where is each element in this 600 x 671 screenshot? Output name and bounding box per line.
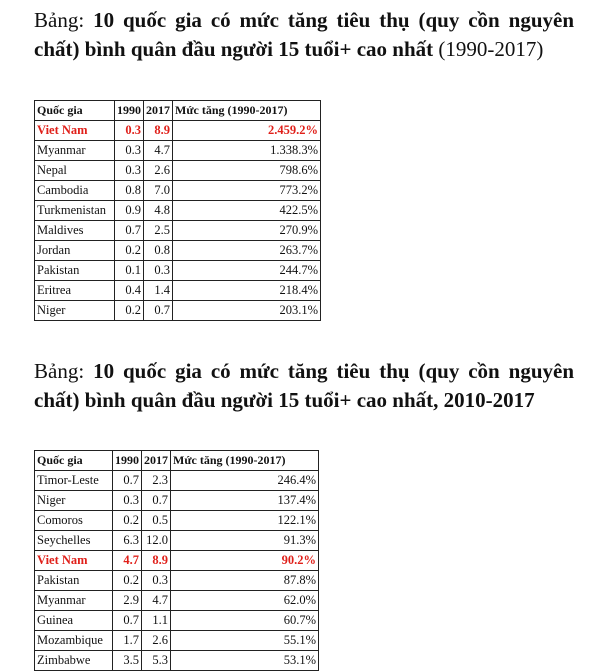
header-2017: 2017 <box>142 451 171 471</box>
table1-caption-lead: Bảng: <box>34 8 94 32</box>
table2-caption-lead: Bảng: <box>34 359 94 383</box>
table-row <box>35 631 319 651</box>
cell-country: Cambodia <box>35 181 115 201</box>
cell-2017: 0.5 <box>142 511 171 531</box>
cell-1990: 3.5 <box>113 651 142 671</box>
cell-1990: 0.2 <box>113 511 142 531</box>
cell-1990: 0.3 <box>115 141 144 161</box>
cell-1990: 0.2 <box>115 241 144 261</box>
cell-1990: 0.7 <box>113 611 142 631</box>
table-row <box>35 571 319 591</box>
cell-1990: 0.8 <box>115 181 144 201</box>
cell-country: Maldives <box>35 221 115 241</box>
table-row <box>35 471 319 491</box>
table2-header-row <box>35 451 319 471</box>
table-row <box>35 551 319 571</box>
cell-1990: 0.3 <box>115 121 144 141</box>
cell-country: Viet Nam <box>35 551 113 571</box>
cell-increase: 2.459.2% <box>173 121 321 141</box>
table1-caption <box>34 6 574 64</box>
cell-2017: 5.3 <box>142 651 171 671</box>
cell-2017: 1.1 <box>142 611 171 631</box>
cell-2017: 4.7 <box>144 141 173 161</box>
cell-increase: 422.5% <box>173 201 321 221</box>
table1 <box>34 100 321 321</box>
cell-1990: 0.3 <box>113 491 142 511</box>
cell-increase: 87.8% <box>171 571 319 591</box>
cell-increase: 91.3% <box>171 531 319 551</box>
cell-2017: 8.9 <box>144 121 173 141</box>
cell-increase: 137.4% <box>171 491 319 511</box>
table2-caption <box>34 357 574 415</box>
cell-2017: 0.3 <box>144 261 173 281</box>
table-row <box>35 261 321 281</box>
cell-2017: 8.9 <box>142 551 171 571</box>
cell-2017: 0.7 <box>144 301 173 321</box>
table-row <box>35 221 321 241</box>
cell-1990: 0.1 <box>115 261 144 281</box>
cell-2017: 2.3 <box>142 471 171 491</box>
cell-2017: 4.8 <box>144 201 173 221</box>
table-row <box>35 511 319 531</box>
cell-country: Niger <box>35 301 115 321</box>
cell-2017: 0.8 <box>144 241 173 261</box>
cell-increase: 60.7% <box>171 611 319 631</box>
cell-2017: 0.7 <box>142 491 171 511</box>
cell-2017: 1.4 <box>144 281 173 301</box>
cell-increase: 270.9% <box>173 221 321 241</box>
cell-1990: 4.7 <box>113 551 142 571</box>
cell-1990: 0.3 <box>115 161 144 181</box>
cell-country: Pakistan <box>35 571 113 591</box>
cell-2017: 12.0 <box>142 531 171 551</box>
cell-1990: 0.2 <box>113 571 142 591</box>
cell-1990: 1.7 <box>113 631 142 651</box>
table-row <box>35 301 321 321</box>
table-row <box>35 281 321 301</box>
cell-increase: 1.338.3% <box>173 141 321 161</box>
header-2017: 2017 <box>144 101 173 121</box>
table-row <box>35 491 319 511</box>
cell-country: Nepal <box>35 161 115 181</box>
cell-increase: 55.1% <box>171 631 319 651</box>
cell-2017: 2.6 <box>144 161 173 181</box>
cell-2017: 4.7 <box>142 591 171 611</box>
cell-country: Jordan <box>35 241 115 261</box>
table-row <box>35 591 319 611</box>
table-row <box>35 241 321 261</box>
cell-country: Myanmar <box>35 141 115 161</box>
table2-caption-title: 10 quốc gia có mức tăng tiêu thụ (quy cồn nguyên chất) bình quân đầu người 15 tuổi+ cao nhất, 2010-2017 <box>34 359 574 412</box>
cell-1990: 0.9 <box>115 201 144 221</box>
cell-1990: 2.9 <box>113 591 142 611</box>
table-row <box>35 181 321 201</box>
header-1990: 1990 <box>113 451 142 471</box>
cell-country: Zimbabwe <box>35 651 113 671</box>
cell-country: Myanmar <box>35 591 113 611</box>
header-increase: Mức tăng (1990-2017) <box>173 101 321 121</box>
table-row <box>35 161 321 181</box>
header-increase: Mức tăng (1990-2017) <box>171 451 319 471</box>
cell-country: Timor-Leste <box>35 471 113 491</box>
table-row <box>35 201 321 221</box>
cell-increase: 246.4% <box>171 471 319 491</box>
cell-2017: 2.6 <box>142 631 171 651</box>
cell-country: Mozambique <box>35 631 113 651</box>
table-row <box>35 651 319 671</box>
cell-1990: 0.4 <box>115 281 144 301</box>
cell-1990: 0.7 <box>115 221 144 241</box>
table-row <box>35 611 319 631</box>
cell-country: Comoros <box>35 511 113 531</box>
table1-caption-title: 10 quốc gia có mức tăng tiêu thụ (quy cồn nguyên chất) bình quân đầu người 15 tuổi+ cao nhất <box>34 8 574 61</box>
cell-1990: 6.3 <box>113 531 142 551</box>
cell-country: Niger <box>35 491 113 511</box>
table-row <box>35 121 321 141</box>
cell-1990: 0.7 <box>113 471 142 491</box>
cell-2017: 2.5 <box>144 221 173 241</box>
cell-country: Guinea <box>35 611 113 631</box>
table1-header-row <box>35 101 321 121</box>
header-country: Quốc gia <box>35 101 115 121</box>
cell-increase: 798.6% <box>173 161 321 181</box>
cell-increase: 203.1% <box>173 301 321 321</box>
table-row <box>35 141 321 161</box>
cell-country: Pakistan <box>35 261 115 281</box>
cell-increase: 218.4% <box>173 281 321 301</box>
cell-country: Turkmenistan <box>35 201 115 221</box>
header-country: Quốc gia <box>35 451 113 471</box>
cell-2017: 0.3 <box>142 571 171 591</box>
cell-increase: 53.1% <box>171 651 319 671</box>
cell-increase: 90.2% <box>171 551 319 571</box>
cell-country: Seychelles <box>35 531 113 551</box>
table1-caption-years: (1990-2017) <box>433 37 544 61</box>
cell-increase: 122.1% <box>171 511 319 531</box>
cell-1990: 0.2 <box>115 301 144 321</box>
cell-increase: 62.0% <box>171 591 319 611</box>
cell-increase: 773.2% <box>173 181 321 201</box>
cell-2017: 7.0 <box>144 181 173 201</box>
cell-increase: 244.7% <box>173 261 321 281</box>
cell-country: Eritrea <box>35 281 115 301</box>
cell-country: Viet Nam <box>35 121 115 141</box>
table-row <box>35 531 319 551</box>
header-1990: 1990 <box>115 101 144 121</box>
table2 <box>34 450 319 671</box>
cell-increase: 263.7% <box>173 241 321 261</box>
